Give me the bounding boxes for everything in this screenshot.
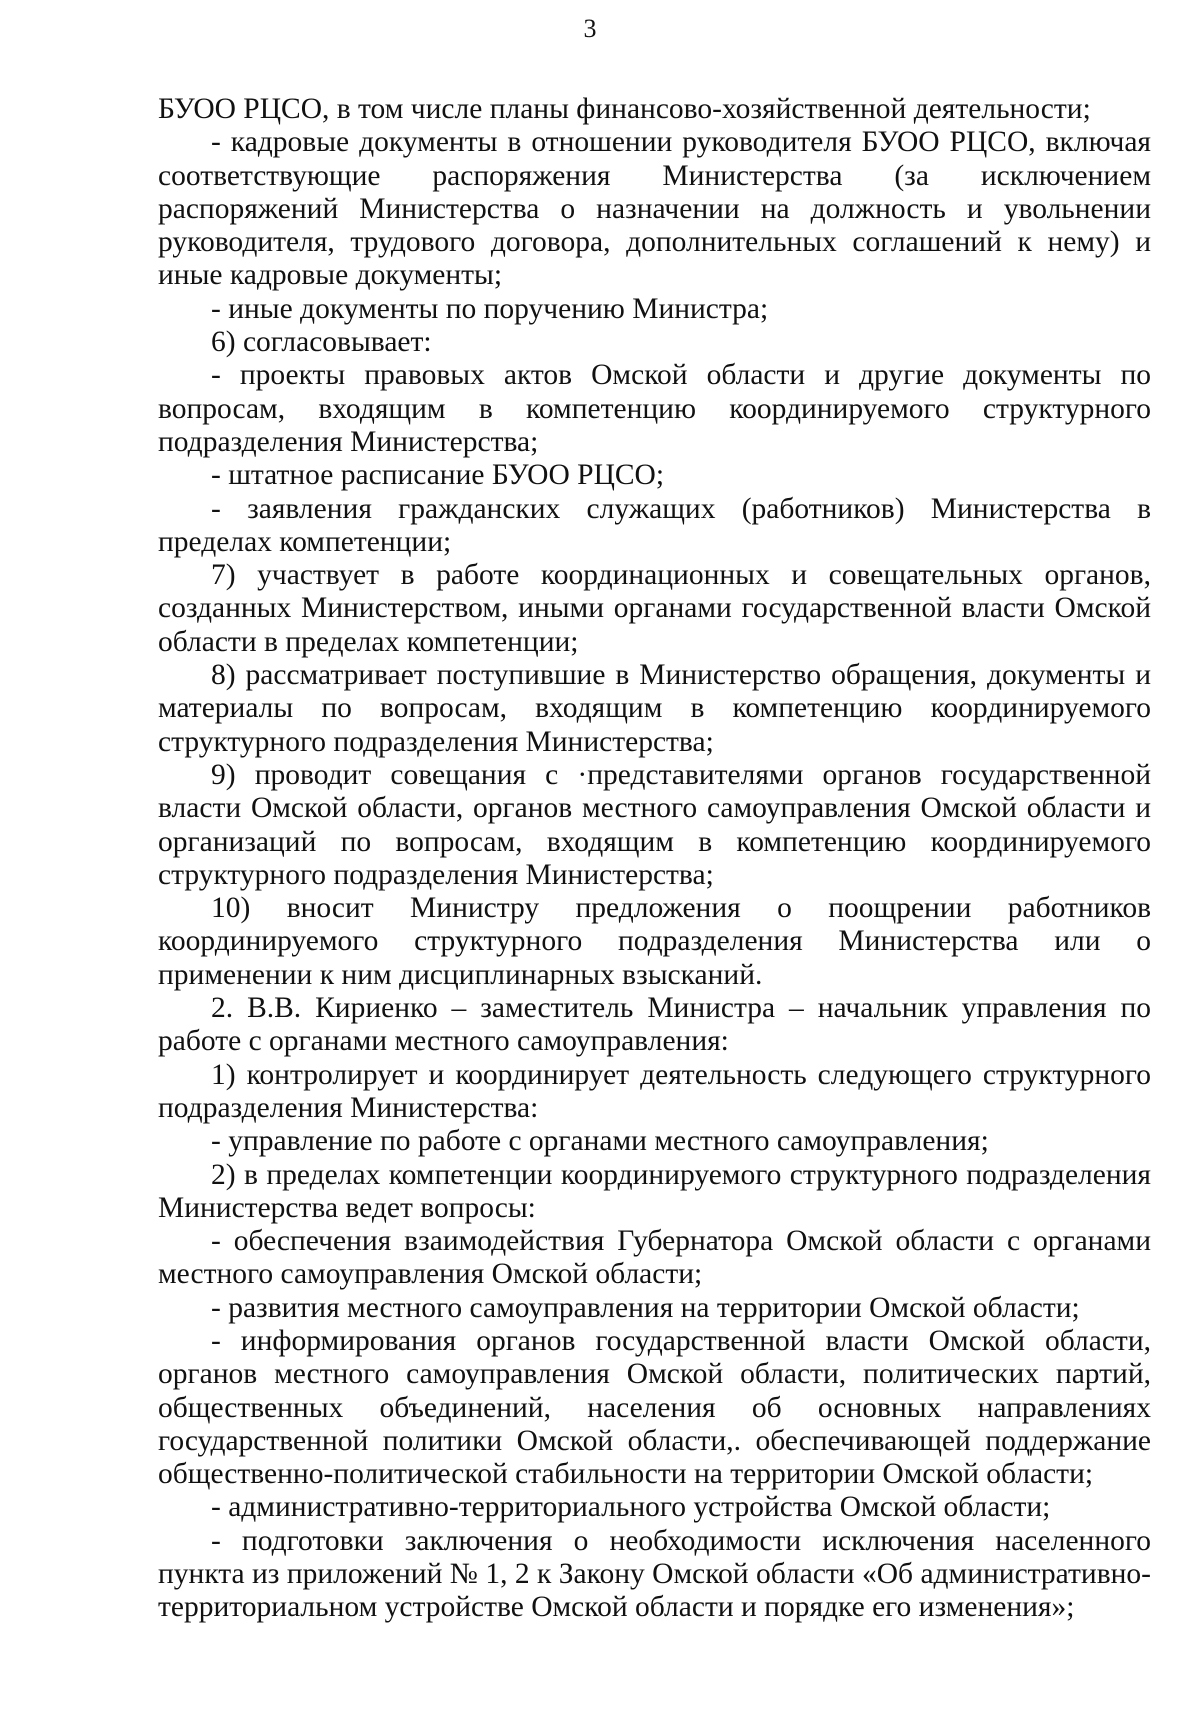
paragraph: 7) участвует в работе координационных и совещательных органов, созданных Министерством, иными органами государственной власти Омской области в пределах компетенции;: [158, 559, 1151, 658]
paragraph: - кадровые документы в отношении руководителя БУОО РЦСО, включая соответствующие распоряжения Министерства (за исключением распоряжений Министерства о назначении на должность и увольнении руководителя, трудового договора, дополнительных соглашений к нему) и иные кадровые документы;: [158, 126, 1151, 292]
paragraph: 10) вносит Министру предложения о поощрении работников координируемого структурного подразделения Министерства или о применении к ним дисциплинарных взысканий.: [158, 892, 1151, 991]
paragraph: - подготовки заключения о необходимости исключения населенного пункта из приложений № 1, 2 к Закону Омской области «Об административно-территориальном устройстве Омской области и порядке его изменения»;: [158, 1524, 1151, 1624]
paragraph: БУОО РЦСО, в том числе планы финансово-хозяйственной деятельности;: [158, 93, 1091, 125]
paragraph: - информирования органов государственной власти Омской области, органов местного самоуправления Омской области, политических партий, общественных объединений, населения об основных направлениях государственной политики Омской области,. обеспечивающей поддержание общественно-политической стабильности на территории Омской области;: [158, 1324, 1151, 1491]
document-body: [158, 93, 1151, 1625]
paragraph: 2. В.В. Кириенко – заместитель Министра – начальник управления по работе с органами местного самоуправления:: [158, 992, 1151, 1058]
paragraph: - проекты правовых актов Омской области и другие документы по вопросам, входящим в компетенцию координируемого структурного подразделения Министерства;: [158, 359, 1151, 458]
paragraph: 2) в пределах компетенции координируемого структурного подразделения Министерства ведет вопросы:: [158, 1158, 1151, 1224]
paragraph: 9) проводит совещания с ·представителями органов государственной власти Омской области, органов местного самоуправления Омской области и организаций по вопросам, входящим в компетенцию координируемого структурного подразделения Министерства;: [158, 758, 1151, 891]
paragraph: 1) контролирует и координирует деятельность следующего структурного подразделения Министерства:: [158, 1058, 1151, 1124]
paragraph: - управление по работе с органами местного самоуправления;: [211, 1125, 989, 1158]
paragraph: 8) рассматривает поступившие в Министерство обращения, документы и материалы по вопросам, входящим в компетенцию координируемого структурного подразделения Министерства;: [158, 659, 1151, 758]
paragraph: - обеспечения взаимодействия Губернатора Омской области с органами местного самоуправления Омской области;: [158, 1225, 1151, 1291]
paragraph: - административно-территориального устройства Омской области;: [211, 1491, 1051, 1524]
paragraph: - иные документы по поручению Министра;: [211, 292, 769, 325]
paragraph: - заявления гражданских служащих (работников) Министерства в пределах компетенции;: [158, 492, 1151, 558]
paragraph: - развития местного самоуправления на территории Омской области;: [211, 1291, 1080, 1324]
paragraph: - штатное расписание БУОО РЦСО;: [211, 459, 665, 492]
paragraph: 6) согласовывает:: [211, 326, 432, 359]
page-number: 3: [583, 14, 597, 43]
